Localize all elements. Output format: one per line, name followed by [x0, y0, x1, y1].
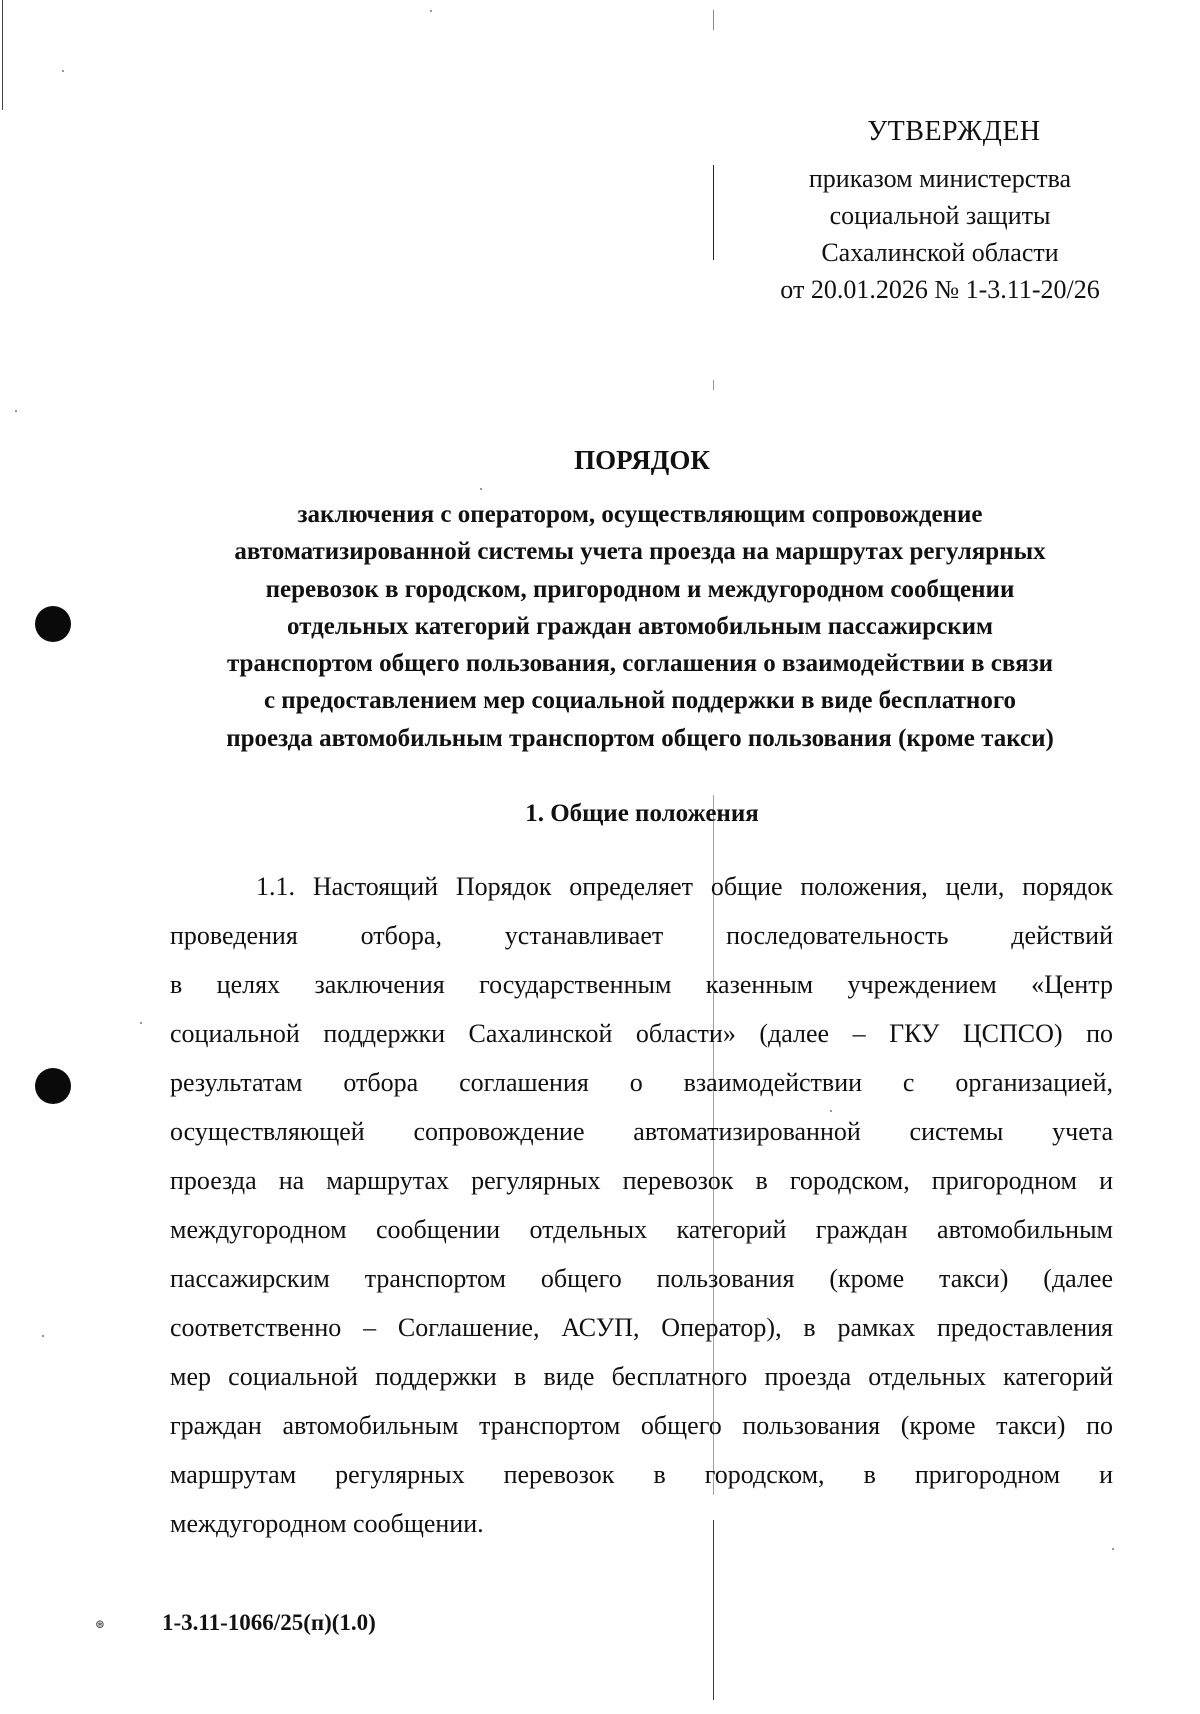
scan-speck — [42, 1335, 44, 1337]
paragraph-line: пассажирским транспортом общего пользования (кроме такси) (далее — [170, 1264, 1113, 1293]
paragraph-line: маршрутам регулярных перевозок в городском, в пригородном и — [170, 1460, 1113, 1489]
subtitle-line: перевозок в городском, пригородном и междугородном сообщении — [265, 575, 1015, 603]
paragraph-line: проведения отбора, устанавливает последовательность действий — [170, 921, 1113, 950]
approval-block — [740, 113, 1140, 308]
scan-speck — [430, 10, 432, 12]
paragraph-line: в целях заключения государственным казенным учреждением «Центр — [170, 970, 1113, 999]
scan-speck — [1112, 1548, 1114, 1550]
paragraph-line: результатам отбора соглашения о взаимодействии с организацией, — [170, 1068, 1113, 1097]
approval-heading: УТВЕРЖДЕН — [867, 116, 1041, 147]
fold-line — [713, 380, 714, 390]
paragraph-line: граждан автомобильным транспортом общего пользования (кроме такси) по — [170, 1411, 1113, 1440]
fold-line — [713, 10, 714, 30]
scan-speck — [480, 488, 482, 490]
subtitle-line: проезда автомобильным транспортом общего пользования (кроме такси) — [226, 724, 1054, 752]
scan-mark-icon: ⊛ — [95, 1617, 106, 1631]
paragraph-line: соответственно – Соглашение, АСУП, Оператор), в рамках предоставления — [170, 1313, 1113, 1342]
scan-speck — [15, 410, 17, 412]
paragraph-line: осуществляющей сопровождение автоматизированной системы учета — [170, 1117, 1113, 1146]
document-title: ПОРЯДОК — [574, 445, 710, 475]
fold-line — [713, 165, 714, 260]
subtitle-line: отдельных категорий граждан автомобильным пассажирским — [286, 612, 994, 640]
section-heading: 1. Общие положения — [525, 800, 759, 827]
paragraph-line: социальной поддержки Сахалинской области» (далее – ГКУ ЦСПСО) по — [170, 1019, 1113, 1048]
scan-speck — [140, 1022, 142, 1024]
subtitle-line: автоматизированной системы учета проезда на маршрутах регулярных — [234, 538, 1046, 566]
approval-line: приказом министерства — [808, 164, 1072, 193]
punch-hole — [35, 606, 71, 642]
paragraph-line: междугородном сообщении. — [170, 1509, 484, 1538]
subtitle-line: транспортом общего пользования, соглашения о взаимодействии в связи — [226, 650, 1054, 678]
paragraph-line: 1.1. Настоящий Порядок определяет общие положения, цели, порядок — [256, 872, 1113, 901]
punch-hole — [35, 1068, 71, 1104]
approval-line: Сахалинской области — [821, 238, 1059, 267]
paragraph-line: проезда на маршрутах регулярных перевозок в городском, пригородном и — [170, 1166, 1113, 1195]
document-subtitle — [160, 496, 1120, 757]
scan-speck — [62, 70, 64, 72]
subtitle-line: с предоставлением мер социальной поддержки в виде бесплатного — [263, 687, 1017, 715]
paragraph-line: междугородном сообщении отдельных категорий граждан автомобильным — [170, 1215, 1113, 1244]
subtitle-line: заключения с оператором, осуществляющим сопровождение — [297, 501, 983, 528]
paragraph-1-1 — [170, 862, 1113, 1548]
document-code: 1-3.11-1066/25(п)(1.0) — [162, 1610, 376, 1635]
approval-line: от 20.01.2026 № 1-3.11-20/26 — [780, 275, 1100, 304]
scan-edge-line — [2, 0, 3, 110]
paragraph-line: мер социальной поддержки в виде бесплатного проезда отдельных категорий — [170, 1362, 1113, 1391]
approval-line: социальной защиты — [829, 201, 1051, 230]
